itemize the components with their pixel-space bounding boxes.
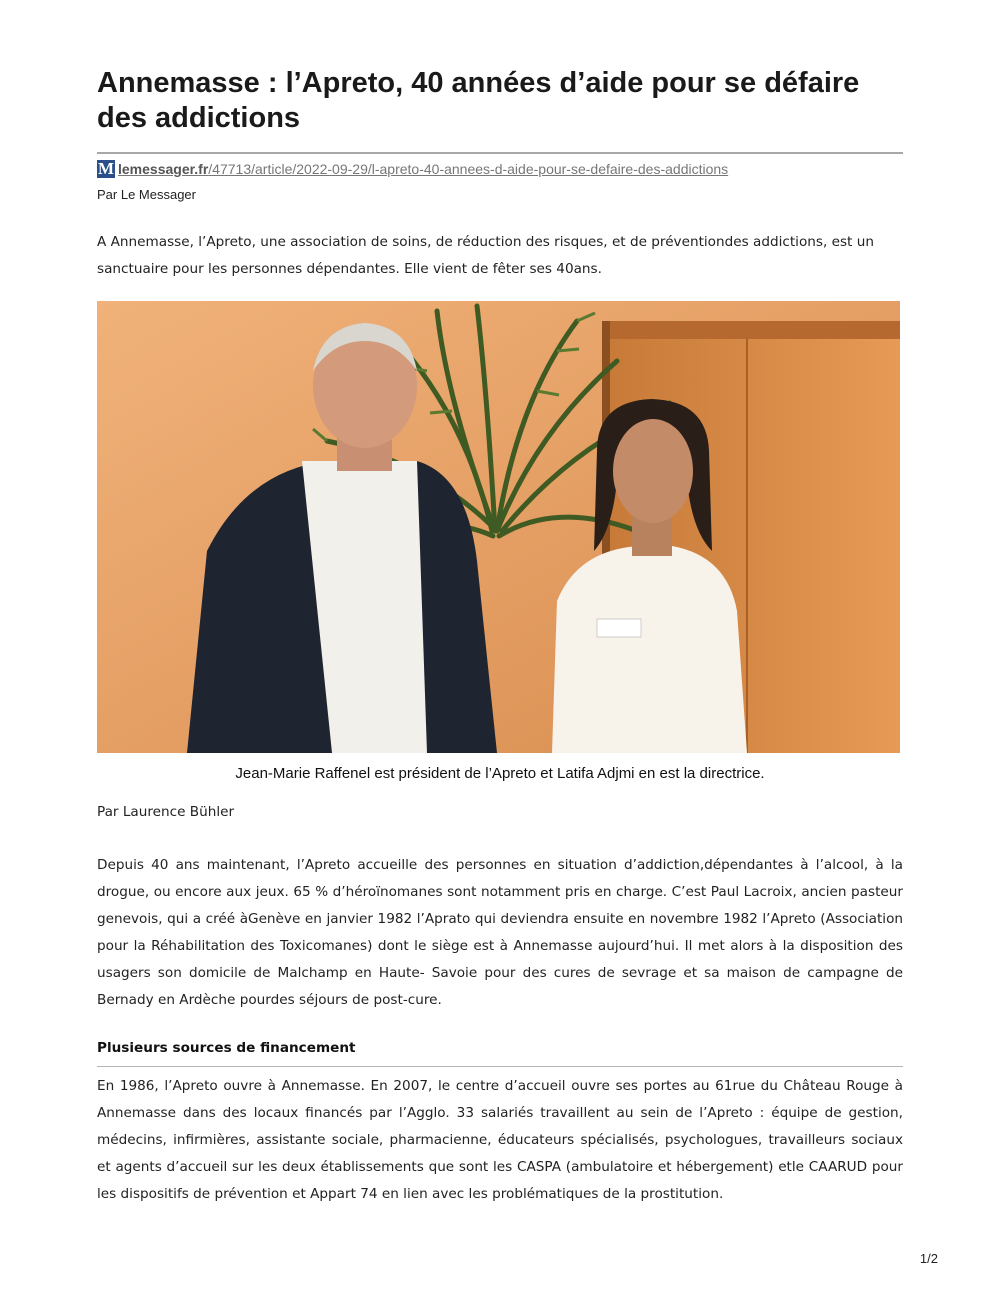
le-messager-logo-icon: M xyxy=(97,159,115,178)
source-line xyxy=(97,159,903,179)
subheading: Plusieurs sources de financement xyxy=(97,1040,356,1056)
photo-illustration xyxy=(97,301,900,753)
subheading-divider xyxy=(97,1066,903,1067)
article-page xyxy=(97,66,903,1208)
title-divider xyxy=(97,152,903,154)
photo-caption: Jean-Marie Raffenel est président de l’Apreto et Latifa Adjmi en est la directrice. xyxy=(235,765,765,782)
author-line: Par Laurence Bühler xyxy=(97,804,235,820)
page-number: 1/2 xyxy=(919,1251,938,1266)
article-photo xyxy=(97,301,900,753)
paragraph-funding: En 1986, l’Apreto ouvre à Annemasse. En 2007, le centre d’accueil ouvre ses portes au 61rue du Château Rouge à Annemasse dans des locaux financés par l’Agglo. 33 salariés travaillent au sein de l’Apreto : équipe de gestion, médecins, infirmières, assistante sociale, pharmacienne, éducateurs spécialisés, psychologues, travailleurs sociaux et agents d’accueil sur les deux établissements que sont les CASPA (ambulatoire et hébergement) etle CAARUD pour les dispositifs de prévention et Appart 74 en lien avec les problématiques de la prostitution. xyxy=(97,1078,903,1202)
intro-paragraph: A Annemasse, l’Apreto, une association de soins, de réduction des risques, et de préventiondes addictions, est un sanctuaire pour les personnes dépendantes. Elle vient de fêter ses 40ans. xyxy=(97,234,874,277)
source-link[interactable] xyxy=(118,161,728,177)
source-host: lemessager.fr xyxy=(118,161,209,177)
source-path: /47713/article/2022-09-29/l-apreto-40-annees-d-aide-pour-se-defaire-des-addictions xyxy=(208,161,729,177)
byline: Par Le Messager xyxy=(97,187,196,202)
article-title: Annemasse : l’Apreto, 40 années d’aide pour se défaire des addictions xyxy=(97,67,860,134)
paragraph-history: Depuis 40 ans maintenant, l’Apreto accueille des personnes en situation d’addiction,dépendantes à l’alcool, à la drogue, ou encore aux jeux. 65 % d’héroïnomanes sont notamment pris en charge. C’est Paul Lacroix, ancien pasteur genevois, qui a créé àGenève en janvier 1982 l’Aprato qui deviendra ensuite en novembre 1982 l’Apreto (Association pour la Réhabilitation des Toxicomanes) dont le siège est à Annemasse aujourd’hui. Il met alors à la disposition des usagers son domicile de Malchamp en Haute- Savoie pour des cures de sevrage et sa maison de campagne de Bernady en Ardèche pourdes séjours de post-cure. xyxy=(97,857,903,1008)
